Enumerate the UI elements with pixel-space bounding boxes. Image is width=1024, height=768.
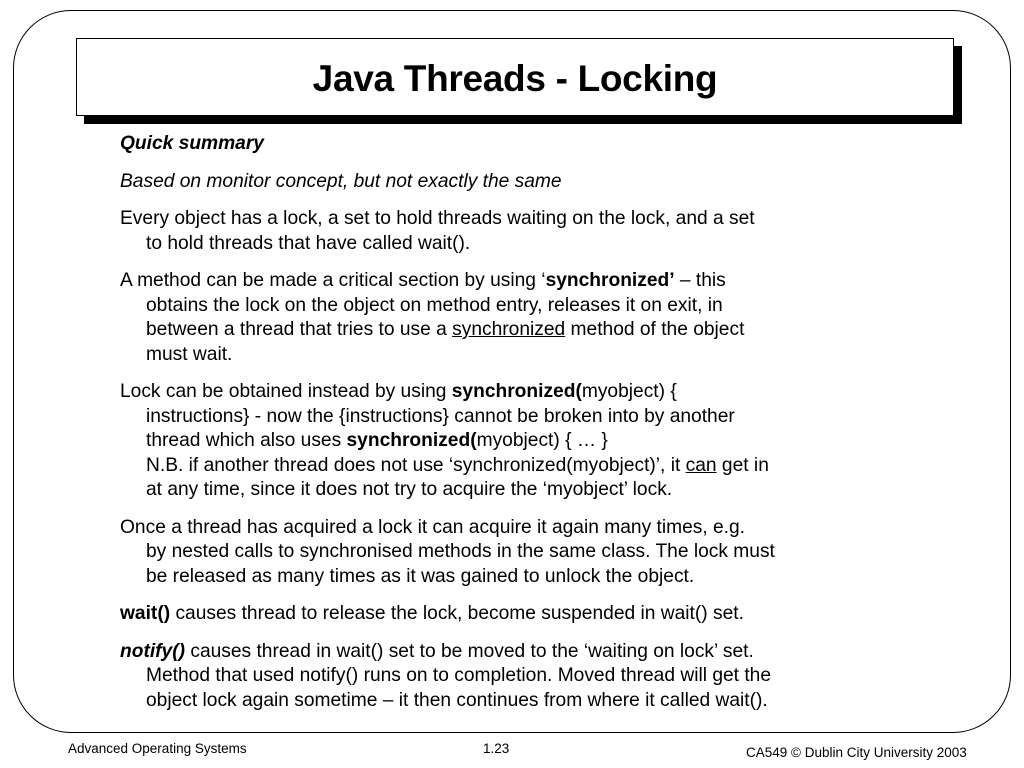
object-lock-line-2: to hold threads that have called wait(). — [146, 232, 471, 254]
synchronized-block-paragraph — [120, 380, 900, 503]
footer-copyright — [746, 745, 967, 760]
can-underlined: can — [685, 454, 717, 476]
footer-page-number: 1.23 — [483, 741, 510, 756]
synchronized-block-keyword-2: synchronized( — [346, 430, 477, 451]
reentrant-line-2: by nested calls to synchronised methods in the same class. The lock must — [146, 541, 775, 562]
sync-block-line-5: at any time, since it does not try to acquire the ‘myobject’ lock. — [146, 479, 673, 500]
reentrant-line-3: be released as many times as it was gained to unlock the object. — [146, 565, 695, 587]
quick-summary-heading — [120, 132, 900, 157]
critical-section-line-4: must wait. — [146, 343, 233, 365]
synchronized-underlined: synchronized — [452, 319, 566, 340]
synchronized-block-keyword: synchronized( — [451, 381, 582, 402]
notify-line-2: Method that used notify() runs on to completion. Moved thread will get the — [146, 665, 771, 686]
sync-block-line-4a: N.B. if another thread does not use ‘synchronized(myobject)’, it — [146, 454, 686, 476]
sync-block-line-2: instructions} - now the {instructions} cannot be broken into by another — [146, 405, 735, 427]
critical-section-paragraph — [120, 269, 900, 367]
sync-block-line-1c: myobject) { — [581, 381, 677, 402]
reentrant-line-1: Once a thread has acquired a lock it can acquire it again many times, e.g. — [120, 516, 745, 538]
notify-paragraph — [120, 640, 900, 714]
sync-block-line-3c: myobject) { … } — [476, 430, 608, 451]
footer-course-code: CA549 — [746, 745, 792, 760]
object-lock-paragraph — [120, 207, 900, 256]
title-box — [76, 38, 954, 116]
footer-university: Dublin City University 2003 — [800, 745, 967, 760]
reentrant-lock-paragraph — [120, 516, 900, 590]
critical-section-line-1c: – this — [674, 270, 726, 291]
notify-keyword: notify() — [120, 640, 186, 662]
wait-paragraph — [120, 602, 900, 627]
slide-content — [120, 132, 900, 726]
monitor-concept-note — [120, 170, 900, 195]
footer-course-name: Advanced Operating Systems — [68, 741, 247, 756]
copyright-icon: © — [791, 745, 801, 760]
object-lock-line-1: Every object has a lock, a set to hold threads waiting on the lock, and a set — [120, 208, 755, 229]
sync-block-line-1a: Lock can be obtained instead by using — [120, 381, 452, 402]
slide-title: Java Threads - Locking — [312, 58, 718, 99]
critical-section-line-3a: between a thread that tries to use a — [146, 319, 453, 340]
monitor-concept-text: Based on monitor concept, but not exactly the same — [120, 170, 562, 192]
critical-section-line-1a: A method can be made a critical section by using ‘ — [120, 270, 546, 291]
wait-keyword: wait() — [120, 603, 171, 624]
notify-line-1b: causes thread in wait() set to be moved to the ‘waiting on lock’ set. — [185, 640, 754, 662]
synchronized-keyword: synchronized’ — [545, 270, 675, 291]
quick-summary-text: Quick summary — [120, 133, 264, 154]
sync-block-line-4c: get in — [716, 454, 769, 476]
sync-block-line-3a: thread which also uses — [146, 430, 347, 451]
wait-description: causes thread to release the lock, become suspended in wait() set. — [170, 603, 744, 624]
critical-section-line-2: obtains the lock on the object on method entry, releases it on exit, in — [146, 294, 723, 316]
notify-line-3: object lock again sometime – it then continues from where it called wait(). — [146, 689, 768, 711]
critical-section-line-3c: method of the object — [565, 319, 745, 340]
